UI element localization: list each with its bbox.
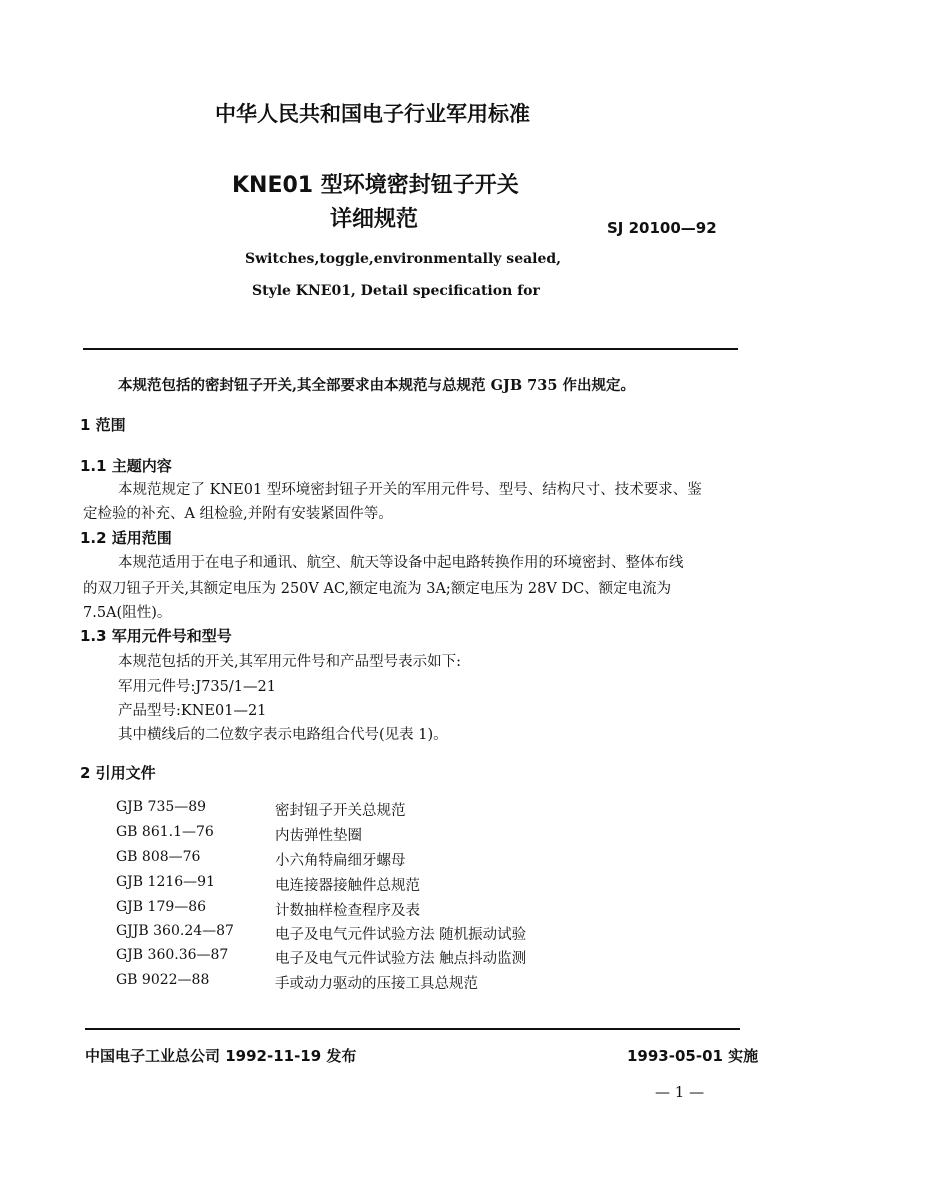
section-1-1-line1: 本规范规定了 KNE01 型环境密封钮子开关的军用元件号、型号、结构尺寸、技术要求、鉴 [118, 482, 702, 498]
reference-code: GJB 735—89 [116, 799, 207, 815]
reference-title: 电子及电气元件试验方法 随机振动试验 [275, 927, 527, 943]
reference-code: GB 808—76 [116, 849, 201, 865]
reference-code: GB 861.1—76 [116, 824, 214, 840]
section-2-heading: 2 引用文件 [80, 764, 156, 782]
document-title-line1: KNE01 型环境密封钮子开关 [232, 173, 519, 198]
effective-date: 1993-05-01 实施 [627, 1047, 759, 1065]
standard-organization: 中华人民共和国电子行业军用标准 [215, 102, 530, 126]
publish-info: 中国电子工业总公司 1992-11-19 发布 [85, 1047, 357, 1065]
reference-title: 计数抽样检查程序及表 [275, 903, 420, 919]
reference-title: 手或动力驱动的压接工具总规范 [275, 976, 478, 992]
reference-title: 电子及电气元件试验方法 触点抖动监测 [275, 951, 527, 967]
intro-paragraph: 本规范包括的密封钮子开关,其全部要求由本规范与总规范 GJB 735 作出规定。 [118, 377, 635, 394]
reference-title: 小六角特扁细牙螺母 [275, 853, 406, 869]
reference-code: GJB 1216—91 [116, 874, 215, 890]
header-divider [83, 348, 738, 350]
footer-divider [85, 1028, 740, 1030]
section-1-3-line4: 其中横线后的二位数字表示电路组合代号(见表 1)。 [118, 727, 448, 743]
section-1-3-line1: 本规范包括的开关,其军用元件号和产品型号表示如下: [118, 654, 461, 670]
standard-number: SJ 20100—92 [607, 219, 717, 237]
english-title-line2: Style KNE01, Detail specification for [252, 283, 540, 299]
section-1-1-line2: 定检验的补充、A 组检验,并附有安装紧固件等。 [83, 506, 393, 522]
section-1-2-line2: 的双刀钮子开关,其额定电压为 250V AC,额定电流为 3A;额定电压为 28V DC、额定电流为 [83, 581, 672, 597]
section-1-3-heading: 1.3 军用元件号和型号 [80, 627, 232, 645]
page-number: — 1 — [655, 1083, 705, 1101]
reference-code: GJB 179—86 [116, 899, 207, 915]
section-1-2-heading: 1.2 适用范围 [80, 529, 172, 547]
section-1-2-line1: 本规范适用于在电子和通讯、航空、航天等设备中起电路转换作用的环境密封、整体布线 [118, 555, 684, 571]
document-title-line2: 详细规范 [330, 207, 419, 232]
english-title-line1: Switches,toggle,environmentally sealed, [245, 251, 562, 267]
reference-code: GB 9022—88 [116, 972, 210, 988]
reference-title: 内齿弹性垫圈 [275, 828, 362, 844]
reference-code: GJB 360.36—87 [116, 947, 229, 963]
reference-title: 电连接器接触件总规范 [275, 878, 420, 894]
reference-code: GJJB 360.24—87 [116, 923, 234, 939]
section-1-3-line3: 产品型号:KNE01—21 [118, 703, 267, 719]
section-1-2-line3: 7.5A(阻性)。 [83, 605, 172, 621]
section-1-1-heading: 1.1 主题内容 [80, 457, 172, 475]
section-1-3-line2: 军用元件号:J735/1—21 [118, 679, 276, 695]
section-1-heading: 1 范围 [80, 416, 126, 434]
reference-title: 密封钮子开关总规范 [275, 803, 406, 819]
